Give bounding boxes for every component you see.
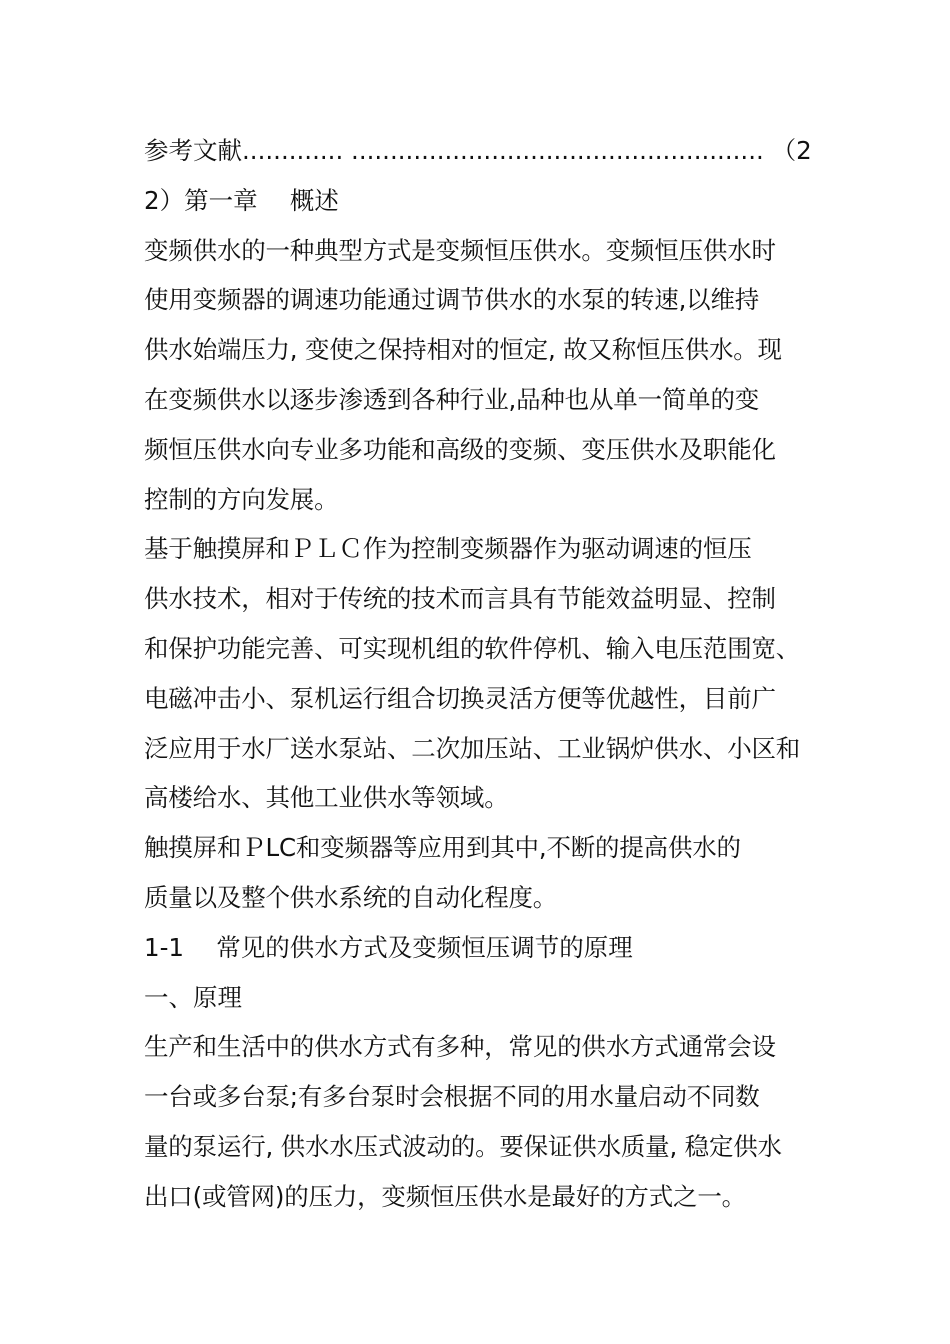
paragraph-line: 变频供水的一种典型方式是变频恒压供水。变频恒压供水时 xyxy=(144,235,776,265)
section-heading: 1-1 常见的供水方式及变频恒压调节的原理 xyxy=(144,932,633,962)
paragraph-line: 质量以及整个供水系统的自动化程度。 xyxy=(144,882,558,912)
paragraph-line: 频恒压供水向专业多功能和高级的变频、变压供水及职能化 xyxy=(144,434,776,464)
chapter-heading: 2）第一章 概述 xyxy=(144,185,339,215)
paragraph-line: 电磁冲击小、泵机运行组合切换灵活方便等优越性，目前广 xyxy=(144,683,776,713)
subsection-heading: 一、原理 xyxy=(144,982,242,1012)
document-page xyxy=(144,126,812,1222)
paragraph-line: 出口(或管网)的压力，变频恒压供水是最好的方式之一。 xyxy=(144,1181,746,1211)
paragraph-line: 高楼给水、其他工业供水等领域。 xyxy=(144,783,509,813)
paragraph-line: 供水始端压力, 变使之保持相对的恒定, 故又称恒压供水。现 xyxy=(144,335,782,365)
paragraph-line: 生产和生活中的供水方式有多种，常见的供水方式通常会设 xyxy=(144,1032,776,1062)
paragraph-line: 触摸屏和ＰLC和变频器等应用到其中,不断的提高供水的 xyxy=(144,833,741,863)
paragraph-line: 量的泵运行, 供水水压式波动的。要保证供水质量, 稳定供水 xyxy=(144,1131,782,1161)
toc-line-references: 参考文献............. ..................................................... （2 xyxy=(144,136,812,165)
paragraph-line: 基于触摸屏和ＰＬＣ作为控制变频器作为驱动调速的恒压 xyxy=(144,534,752,564)
paragraph-line: 供水技术，相对于传统的技术而言具有节能效益明显、控制 xyxy=(144,584,776,614)
paragraph-line: 使用变频器的调速功能通过调节供水的水泵的转速,以维持 xyxy=(144,285,760,315)
paragraph-line: 泛应用于水厂送水泵站、二次加压站、工业锅炉供水、小区和 xyxy=(144,733,801,763)
paragraph-line: 和保护功能完善、可实现机组的软件停机、输入电压范围宽、 xyxy=(144,633,801,663)
paragraph-line: 一台或多台泵;有多台泵时会根据不同的用水量启动不同数 xyxy=(144,1082,760,1112)
paragraph-line: 控制的方向发展。 xyxy=(144,484,339,514)
paragraph-line: 在变频供水以逐步渗透到各种行业,品种也从单一简单的变 xyxy=(144,384,760,414)
